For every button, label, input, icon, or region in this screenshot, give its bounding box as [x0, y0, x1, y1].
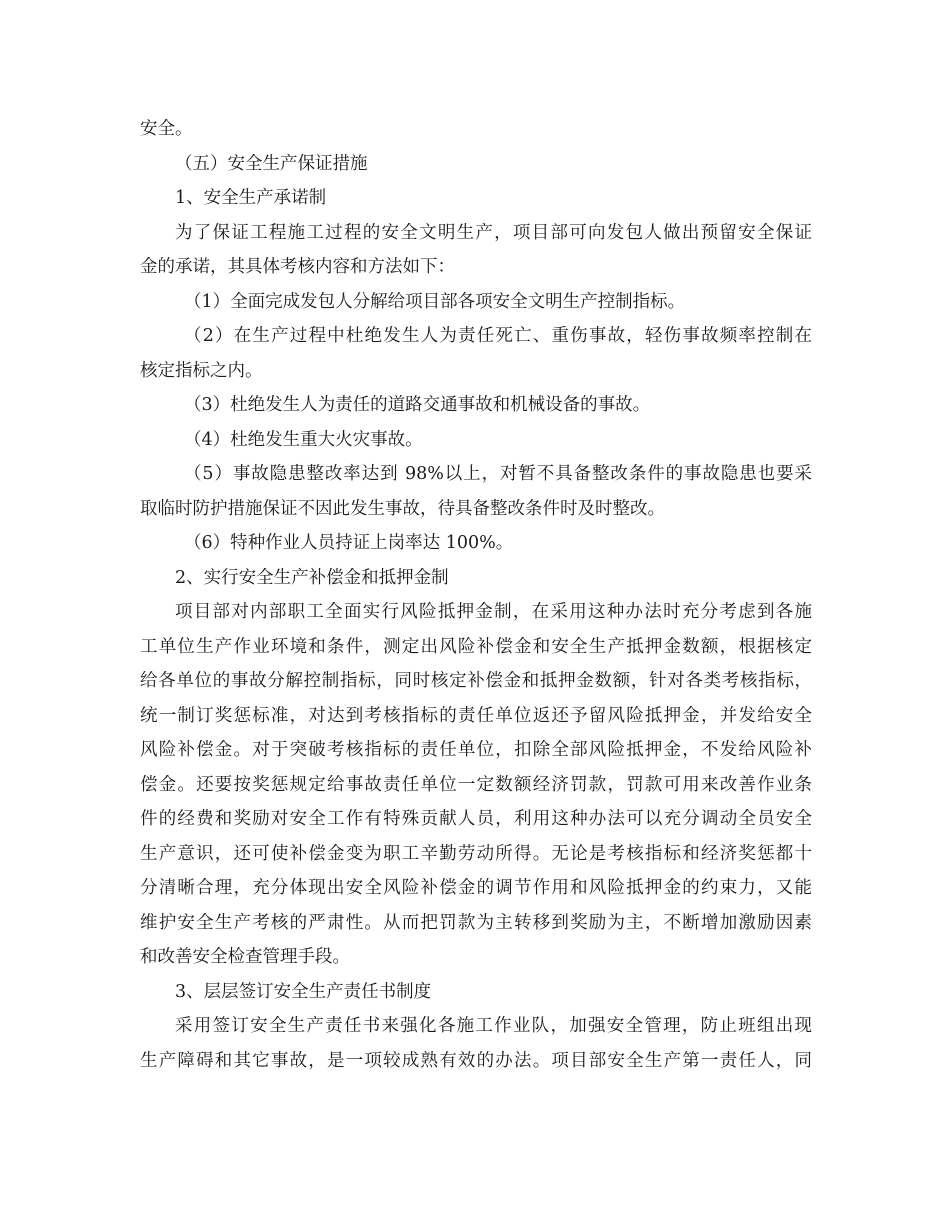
- list-item: （4）杜绝发生重大火灾事故。: [184, 429, 423, 450]
- list-item: （1）全面完成发包人分解给项目部各项安全文明生产控制指标。: [184, 291, 686, 312]
- paragraph-line: 项目部对内部职工全面实行风险抵押金制，在采用这种办法时充分考虑到各施: [175, 602, 812, 622]
- list-item: （2）在生产过程中杜绝发生人为责任死亡、重伤事故，轻伤事故频率控制在: [184, 326, 812, 346]
- paragraph-line: 统一制订奖惩标准，对达到考核指标的责任单位返还予留风险抵押金，并发给安全: [140, 705, 812, 726]
- paragraph-line: 分清晰合理，充分体现出安全风险补偿金的调节作用和风险抵押金的约束力，又能: [140, 878, 812, 898]
- paragraph-line: 和改善安全检查管理手段。: [140, 947, 350, 967]
- paragraph-line: 维护安全生产考核的严肃性。从而把罚款为主转移到奖励为主，不断增加激励因素: [140, 912, 812, 933]
- paragraph-line: 核定指标之内。: [140, 360, 263, 381]
- paragraph-line: 给各单位的事故分解控制指标，同时核定补偿金和抵押金数额，针对各类考核指标，: [140, 671, 812, 691]
- paragraph-line: 安全。: [140, 119, 193, 139]
- paragraph-line: 件的经费和奖励对安全工作有特殊贡献人员，利用这种办法可以充分调动全员安全: [140, 809, 812, 829]
- subsection-heading: 2、实行安全生产补偿金和抵押金制: [175, 567, 449, 588]
- list-item: （3）杜绝发生人为责任的道路交通事故和机械设备的事故。: [184, 395, 651, 415]
- paragraph-line: 为了保证工程施工过程的安全文明生产，项目部可向发包人做出预留安全保证: [175, 222, 812, 243]
- section-heading: （五）安全生产保证措施: [175, 153, 368, 174]
- paragraph-line: 工单位生产作业环境和条件，测定出风险补偿金和安全生产抵押金数额，根据核定: [140, 636, 812, 657]
- paragraph-line: 取临时防护措施保证不因此发生事故，待具备整改条件时及时整改。: [140, 498, 665, 519]
- paragraph-line: 采用签订安全生产责任书来强化各施工作业队，加强安全管理，防止班组出现: [175, 1016, 812, 1036]
- paragraph-line: 偿金。还要按奖惩规定给事故责任单位一定数额经济罚款，罚款可用来改善作业条: [140, 774, 812, 795]
- paragraph-line: 生产障碍和其它事故，是一项较成熟有效的办法。项目部安全生产第一责任人，同: [140, 1050, 812, 1071]
- subsection-heading: 1、安全生产承诺制: [175, 188, 327, 208]
- paragraph-line: 生产意识，还可使补偿金变为职工辛勤劳动所得。无论是考核指标和经济奖惩都十: [140, 843, 812, 864]
- list-item: （5）事故隐患整改率达到 98%以上，对暂不具备整改条件的事故隐患也要采: [184, 464, 812, 484]
- list-item: （6）特种作业人员持证上岗率达 100%。: [184, 533, 514, 553]
- document-body: [140, 112, 820, 1078]
- paragraph-line: 风险补偿金。对于突破考核指标的责任单位，扣除全部风险抵押金，不发给风险补: [140, 740, 812, 760]
- paragraph-line: 金的承诺，其具体考核内容和方法如下：: [140, 257, 455, 277]
- subsection-heading: 3、层层签订安全生产责任书制度: [175, 981, 432, 1002]
